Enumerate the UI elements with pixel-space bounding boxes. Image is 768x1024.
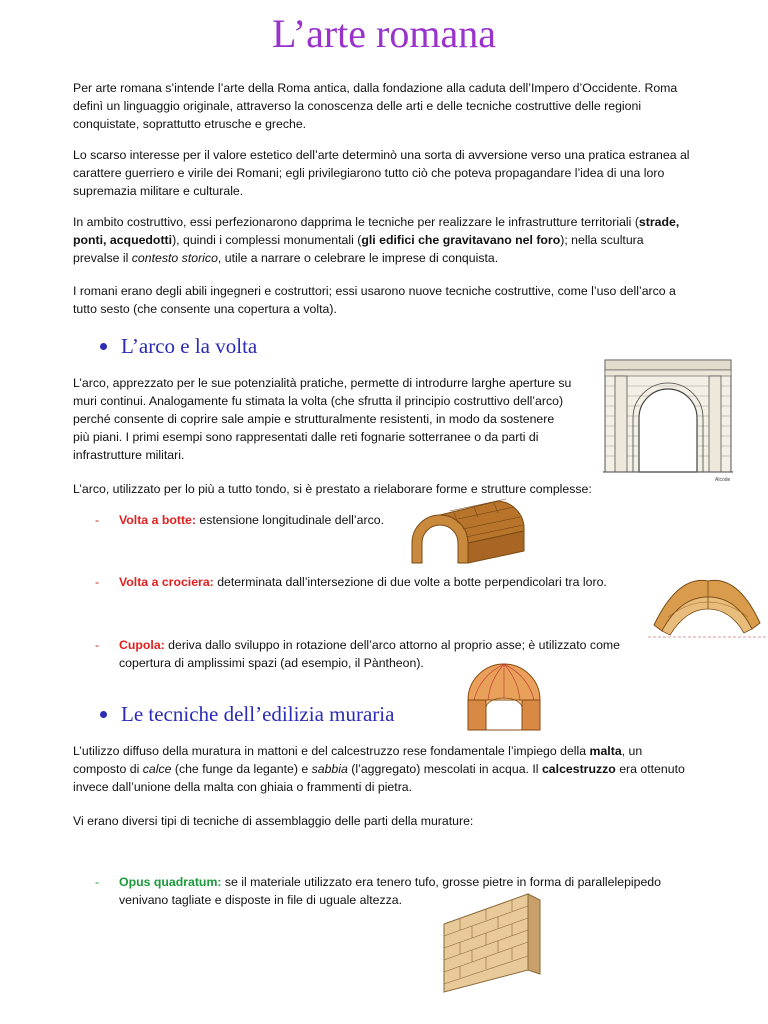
intro-paragraph-3 [73, 213, 693, 267]
arco-paragraph-1: L’arco, apprezzato per le sue potenzialità pratiche, permette di introdurre larghe aperture su muri continui. Analogamente fu stimata la volta (che sfrutta il principio costruttivo dell’arco) perché consente di coprire sale ampie e strutturalmente resistenti, in modo da sostenere più piani. I primi esempi sono rappresentati dalle reti fognarie sotterranee o da parti di infrastrutture militari. [73, 376, 572, 462]
section-heading-arco-label: L’arco e la volta [121, 334, 258, 358]
ed-p1-f: sabbia [311, 762, 348, 776]
intro-p3-g: , utile a narrare o celebrare le imprese di conquista. [217, 251, 499, 265]
ed-p1-h: calcestruzzo [541, 762, 616, 776]
cross-vault-illustration [648, 567, 766, 639]
ed-p1-a: L’utilizzo diffuso della muratura in mattoni e del calcestruzzo rese fondamentale l’impiego della [73, 744, 590, 758]
ed-p1-b: malta [589, 744, 622, 758]
dash-marker: - [95, 513, 100, 527]
term-volta-botte: Volta a botte: [119, 513, 196, 527]
ed-p1-i: era ottenuto invece dall’unione della malta con ghiaia o frammenti di pietra. [73, 762, 685, 794]
barrel-vault-illustration [408, 497, 526, 569]
intro-paragraph-4: I romani erano degli abili ingegneri e costruttori; essi usarono nuove tecniche costruttive, come l’uso dell’arco a tutto sesto (che consente una copertura a volta). [73, 284, 676, 316]
list-item-volta-botte [95, 511, 384, 529]
ed-p1-c: , un composto di [73, 744, 643, 776]
intro-p3-e: ); nella scultura prevalse il [73, 233, 644, 265]
term-cupola: Cupola: [119, 638, 165, 652]
arch-illustration [603, 356, 733, 484]
list-item-cupola [95, 636, 655, 672]
bullet-icon [100, 711, 107, 718]
intro-p3-a: In ambito costruttivo, essi perfezionarono dapprima le tecniche per realizzare le infrastrutture territoriali ( [73, 215, 639, 229]
bullet-icon [100, 343, 107, 350]
ed-p1-d: calce [142, 762, 172, 776]
dome-illustration [460, 656, 548, 734]
section-heading-arco [100, 334, 257, 359]
intro-p3-c: ), quindi i complessi monumentali ( [172, 233, 362, 247]
intro-p3-b: strade, ponti, acquedotti [73, 215, 680, 247]
desc-cupola: deriva dallo sviluppo in rotazione dell’arco attorno al proprio asse; è utilizzato come copertura di amplissimi spazi (ad esempio, il Pàntheon). [119, 638, 620, 670]
arch-caption: Alcode [715, 477, 731, 483]
page-title: L’arte romana [272, 11, 496, 56]
section-heading-edilizia [100, 702, 394, 727]
intro-paragraph-1: Per arte romana s’intende l’arte della Roma antica, dalla fondazione alla caduta dell’Impero d’Occidente. Roma definì un linguaggio originale, attraverso la conoscenza delle arti e delle tecniche costruttive delle regioni conquistate, soprattutto etrusche e greche. [73, 81, 678, 131]
ed-p1-g: (l’aggregato) mescolati in acqua. Il [347, 762, 542, 776]
intro-p3-d: gli edifici che gravitavano nel foro [361, 233, 561, 247]
desc-volta-botte: estensione longitudinale dell’arco. [195, 513, 384, 527]
list-item-volta-crociera [95, 573, 607, 591]
brick-wall-illustration [440, 890, 545, 994]
term-volta-crociera: Volta a crociera: [119, 575, 214, 589]
section-heading-edilizia-label: Le tecniche dell’edilizia muraria [121, 702, 395, 726]
dash-marker: - [95, 638, 100, 652]
ed-p1-e: (che funge da legante) e [171, 762, 312, 776]
dash-marker: - [95, 575, 100, 589]
arco-paragraph-2: L’arco, utilizzato per lo più a tutto tondo, si è prestato a rielaborare forme e strutture complesse: [73, 482, 592, 496]
intro-p3-f: contesto storico [131, 251, 218, 265]
intro-paragraph-2: Lo scarso interesse per il valore estetico dell’arte determinò una sorta di avversione verso una pratica estranea al carattere guerriero e virile dei Romani; egli privilegiarono tutto ciò che poteva propagandare l’idea di una loro supremazia militare e culturale. [73, 148, 690, 198]
dash-marker: - [95, 875, 100, 889]
list-item-opus-quadratum [95, 873, 705, 909]
term-opus-quadratum: Opus quadratum: [119, 875, 222, 889]
desc-opus-quadratum: se il materiale utilizzato era tenero tufo, grosse pietre in forma di parallelepipedo venivano tagliate e disposte in file di uguale altezza. [119, 875, 661, 907]
desc-volta-crociera: determinata dall’intersezione di due volte a botte perpendicolari tra loro. [213, 575, 607, 589]
edilizia-paragraph-2: Vi erano diversi tipi di tecniche di assemblaggio delle parti della murature: [73, 814, 474, 828]
edilizia-paragraph-1 [73, 742, 693, 796]
